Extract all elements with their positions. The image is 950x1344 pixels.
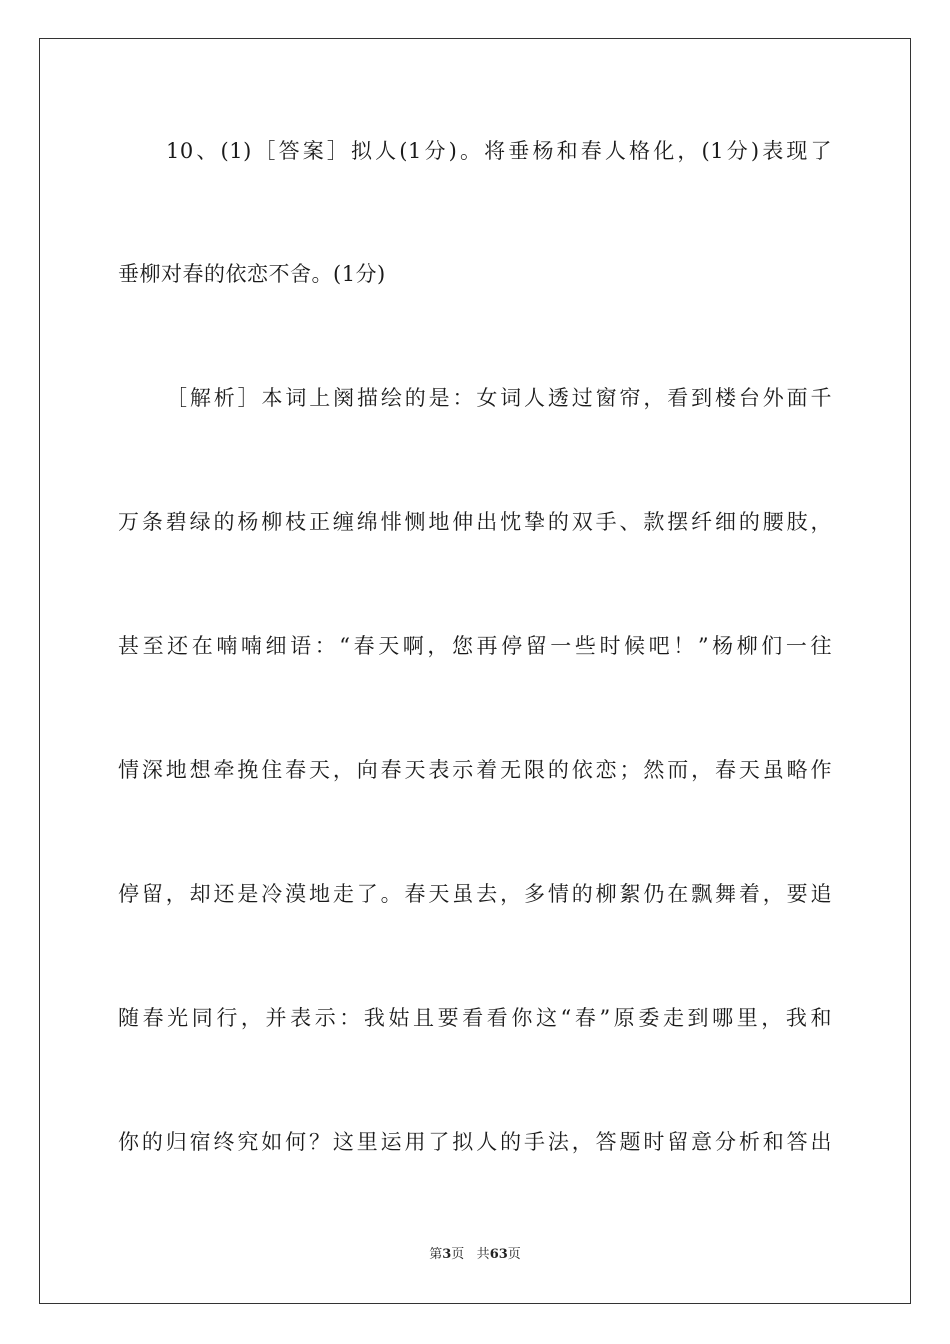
page-footer (0, 1246, 950, 1264)
total-prefix: 共 (476, 1247, 490, 1262)
analysis-line-4: 情深地想牵挽住春天，向春天表示着无限的依恋；然而，春天虽略作 (118, 758, 832, 782)
page-border (39, 38, 911, 1304)
analysis-line-6: 随春光同行，并表示：我姑且要看看你这“春”原委走到哪里，我和 (118, 1006, 832, 1030)
current-page-number: 3 (442, 1247, 452, 1262)
analysis-line-3: 甚至还在喃喃细语：“春天啊，您再停留一些时候吧！”杨柳们一往 (118, 634, 832, 658)
answer-line-1: 10、(1)［答案］拟人(1分)。将垂杨和春人格化，(1分)表现了 (166, 139, 832, 163)
analysis-line-2: 万条碧绿的杨柳枝正缠绵悱恻地伸出忱挚的双手、款摆纤细的腰肢， (118, 510, 832, 534)
total-suffix: 页 (507, 1247, 521, 1262)
analysis-line-5: 停留，却还是冷漠地走了。春天虽去，多情的柳絮仍在飘舞着，要追 (118, 882, 832, 906)
page-suffix: 页 (451, 1247, 465, 1262)
analysis-line-1: ［解析］本词上阕描绘的是：女词人透过窗帘，看到楼台外面千 (166, 386, 832, 410)
page-prefix: 第 (429, 1247, 443, 1262)
total-pages-number: 63 (489, 1247, 508, 1262)
analysis-line-7: 你的归宿终究如何？这里运用了拟人的手法，答题时留意分析和答出 (118, 1130, 832, 1154)
answer-line-2: 垂柳对春的依恋不舍。(1分) (118, 262, 386, 286)
